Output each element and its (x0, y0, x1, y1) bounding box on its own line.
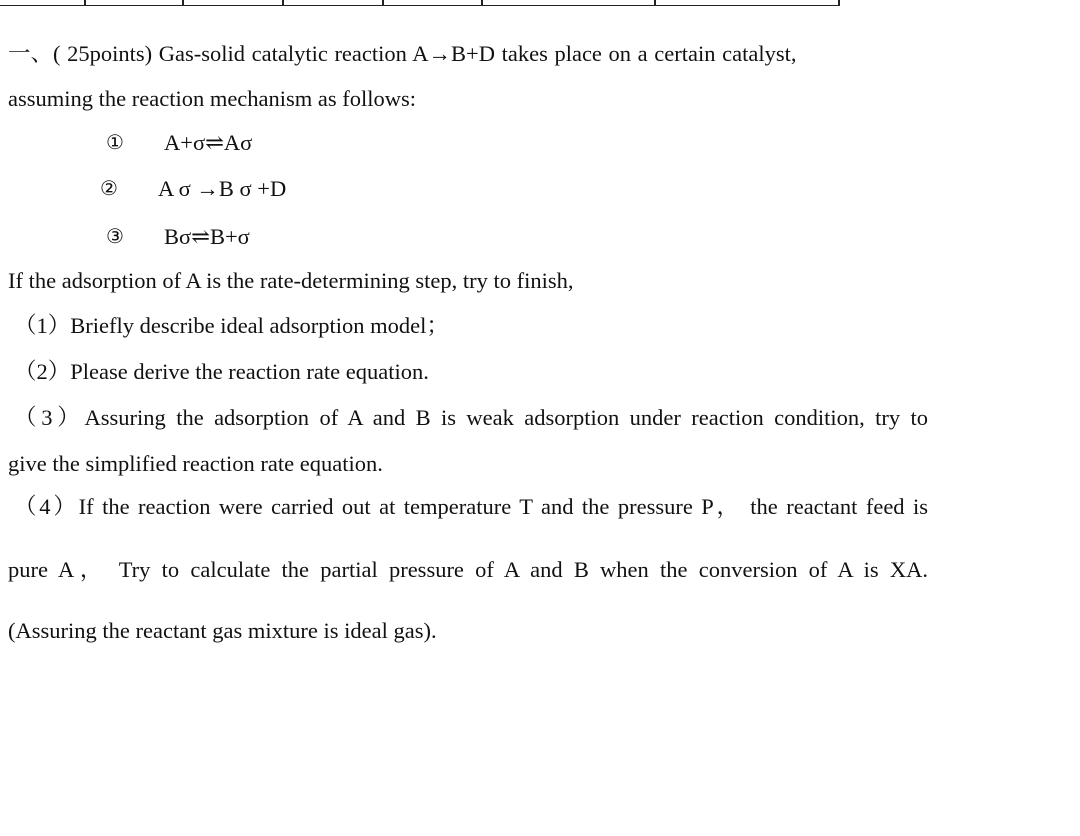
step-number: ② (100, 176, 118, 200)
question-4-line-3: (Assuring the reactant gas mixture is ideal gas). (8, 618, 437, 643)
step-number: ① (106, 130, 124, 154)
table-cell-divider (382, 0, 384, 6)
step-number: ③ (106, 224, 124, 248)
table-cell-divider (84, 0, 86, 6)
table-cell-divider (282, 0, 284, 6)
question-1: （1）Briefly describe ideal adsorption model； (14, 313, 449, 338)
step-equation: A σ →B σ +D (158, 176, 287, 201)
problem-heading-line-2: assuming the reaction mechanism as follows: (8, 86, 417, 111)
table-cell-divider (654, 0, 656, 6)
question-4-line-2: pure A， Try to calculate the partial pressure of A and B when the conversion of A is XA. (8, 557, 928, 582)
table-bottom-border (0, 0, 840, 6)
question-3-line-1: （3）Assuring the adsorption of A and B is weak adsorption under reaction condition, try to (14, 405, 928, 430)
step-equation: A+σ⇌Aσ (164, 130, 253, 155)
table-cell-divider (838, 0, 840, 6)
question-3-line-2: give the simplified reaction rate equation. (8, 451, 383, 476)
table-cell-divider (182, 0, 184, 6)
question-2: （2）Please derive the reaction rate equation. (14, 359, 429, 384)
table-cell-divider (481, 0, 483, 6)
question-intro: If the adsorption of A is the rate-determining step, try to finish, (8, 268, 574, 293)
step-equation: Bσ⇌B+σ (164, 224, 250, 249)
question-4-line-1: （4）If the reaction were carried out at temperature T and the pressure P， the reactant feed is (14, 494, 928, 519)
problem-heading-line-1: 一、( 25points) Gas-solid catalytic reaction A→B+D takes place on a certain catalyst, (8, 41, 797, 66)
